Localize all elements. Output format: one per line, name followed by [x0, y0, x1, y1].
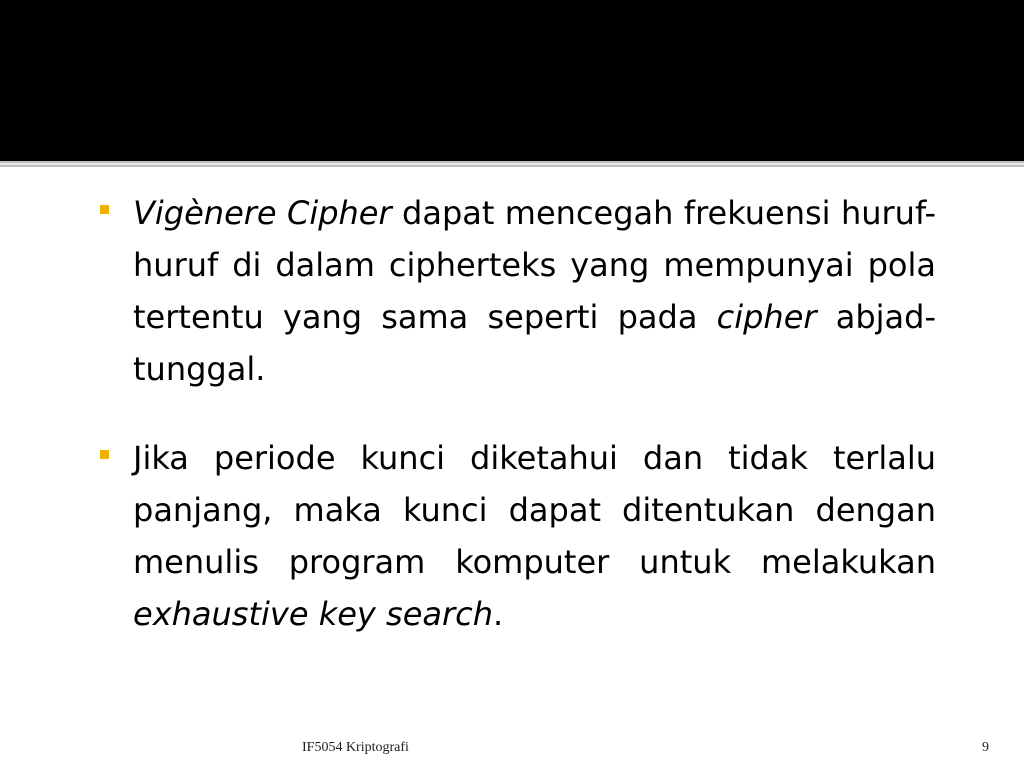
bullet-plain-text: Jika periode kunci diketahui dan tidak terlalu panjang, maka kunci dapat ditentukan dengan menulis program komputer untuk melakukan — [133, 439, 936, 581]
bullet-item — [133, 187, 936, 395]
content-area — [0, 167, 1024, 768]
bullet-plain-text: abjad-tunggal. — [133, 298, 937, 388]
square-bullet-icon — [100, 205, 109, 214]
bullet-italic-text: cipher — [716, 298, 817, 336]
bullet-italic-text: exhaustive key search — [133, 595, 494, 633]
bullet-italic-text: Vigènere Cipher — [133, 194, 392, 232]
bullet-plain-text: dapat mencegah frekuensi huruf-huruf di dalam cipherteks yang mempunyai pola tertentu yang sama seperti pada — [133, 194, 937, 336]
title-band — [0, 0, 1024, 160]
bullet-text — [133, 194, 936, 388]
bullet-item — [133, 432, 936, 640]
page-number: 9 — [982, 740, 989, 755]
bullet-text — [133, 439, 936, 633]
footer-course-title: IF5054 Kriptografi — [302, 740, 409, 755]
square-bullet-icon — [100, 450, 109, 459]
bullet-plain-text: . — [493, 595, 504, 633]
